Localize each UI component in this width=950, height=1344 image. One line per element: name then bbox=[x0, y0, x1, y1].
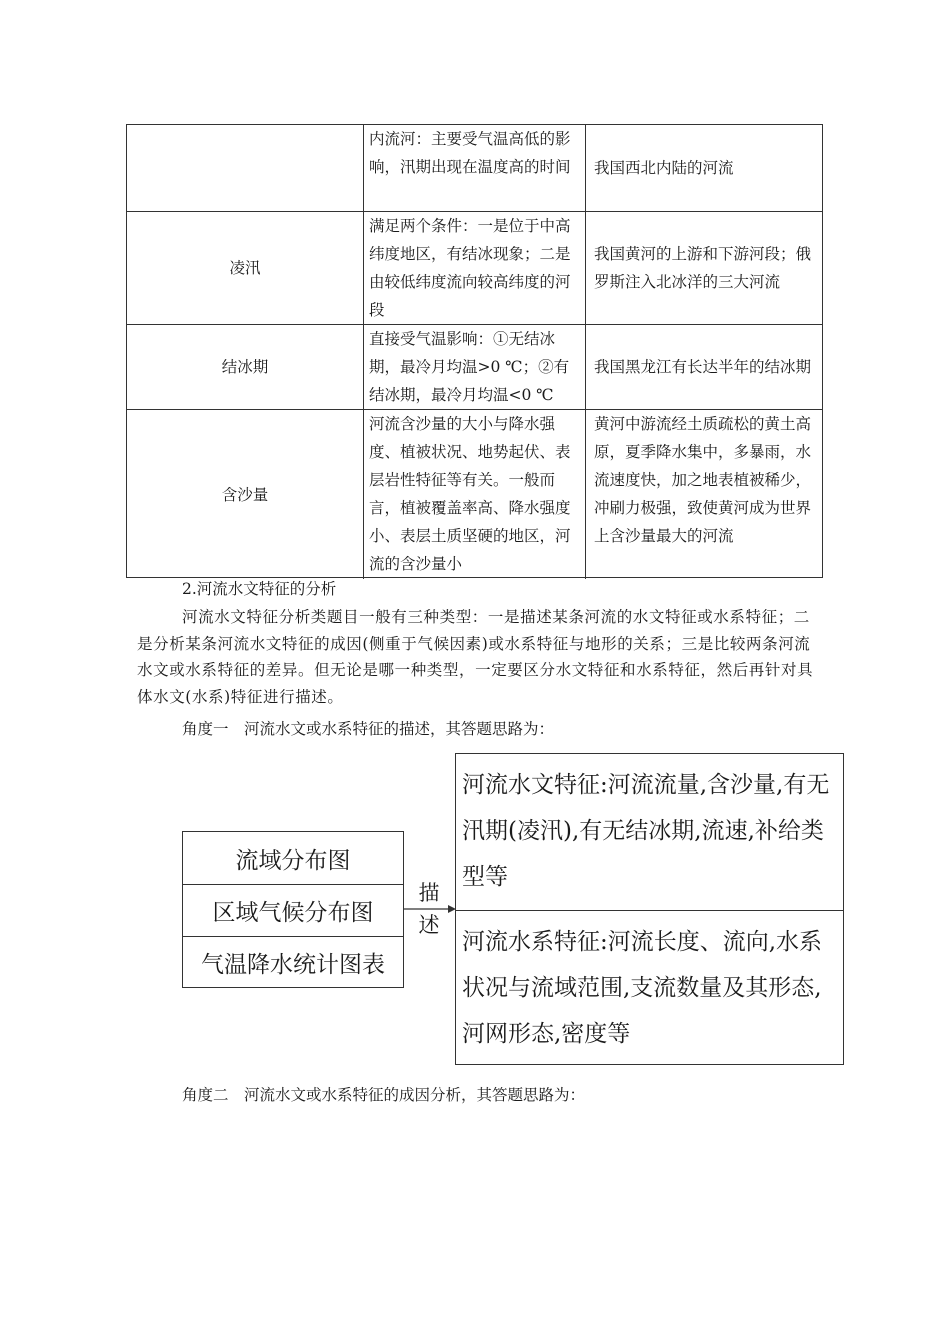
table-row bbox=[127, 125, 822, 211]
row-example: 我国西北内陆的河流 bbox=[585, 125, 824, 211]
row-name: 含沙量 bbox=[221, 485, 269, 504]
table-row bbox=[127, 324, 822, 409]
hydrology-features: 河流水文特征:河流流量,含沙量,有无汛期(凌汛),有无结冰期,流速,补给类型等 bbox=[462, 772, 830, 890]
source-box: 区域气候分布图 bbox=[183, 884, 403, 936]
source-box: 气温降水统计图表 bbox=[183, 936, 403, 988]
arrow-label: 描述 bbox=[418, 881, 440, 937]
water-system-features: 河流水系特征:河流长度、流向,水系状况与流域范围,支流数量及其形态,河网形态,密度等 bbox=[462, 929, 823, 1047]
angle-one-text: 角度一 河流水文或水系特征的描述，其答题思路为： bbox=[182, 720, 555, 738]
row-name: 结冰期 bbox=[221, 358, 269, 376]
arrow-right-icon bbox=[404, 903, 456, 915]
row-condition: 河流含沙量的大小与降水强度、植被状况、地势起伏、表层岩性特征等有关。一般而言，植被覆盖率高、降水强度小、表层土质坚硬的地区，河流的含沙量小 bbox=[363, 410, 585, 579]
section-heading: 2.河流水文特征的分析 bbox=[182, 580, 337, 598]
body-paragraph: 河流水文特征分析类题目一般有三种类型：一是描述某条河流的水文特征或水系特征；二是分析某条河流水文特征的成因(侧重于气候因素)或水系特征与地形的关系；三是比较两条河流水文或水系特征的差异。但无论是哪一种类型，一定要区分水文特征和水系特征，然后再针对具体水文(水系)特征进行描述。 bbox=[137, 608, 814, 706]
row-name bbox=[127, 125, 363, 211]
row-example: 我国黑龙江有长达半年的结冰期 bbox=[585, 325, 824, 409]
row-condition: 满足两个条件：一是位于中高纬度地区，有结冰现象；二是由较低纬度流向较高纬度的河段 bbox=[363, 212, 585, 324]
hydrology-box bbox=[456, 754, 843, 910]
source-box-group bbox=[182, 831, 404, 988]
table-row bbox=[127, 409, 822, 579]
row-condition: 直接受气温影响：①无结冰期，最冷月均温>0 ℃；②有结冰期，最冷月均温<0 ℃ bbox=[363, 325, 585, 409]
source-box: 流域分布图 bbox=[235, 847, 351, 874]
row-condition: 内流河：主要受气温高低的影响，汛期出现在温度高的时间 bbox=[363, 125, 585, 211]
water-system-box bbox=[456, 910, 843, 1065]
table-row bbox=[127, 211, 822, 324]
row-example: 我国黄河的上游和下游河段；俄罗斯注入北冰洋的三大河流 bbox=[585, 212, 824, 324]
row-name: 凌汛 bbox=[229, 259, 261, 277]
river-feature-table bbox=[126, 124, 823, 578]
row-example: 黄河中游流经土质疏松的黄土高原，夏季降水集中，多暴雨，水流速度快，加之地表植被稀少，冲刷力极强，致使黄河成为世界上含沙量最大的河流 bbox=[585, 410, 824, 579]
angle-two-text: 角度二 河流水文或水系特征的成因分析，其答题思路为： bbox=[182, 1086, 586, 1104]
feature-box-group bbox=[455, 753, 844, 1065]
